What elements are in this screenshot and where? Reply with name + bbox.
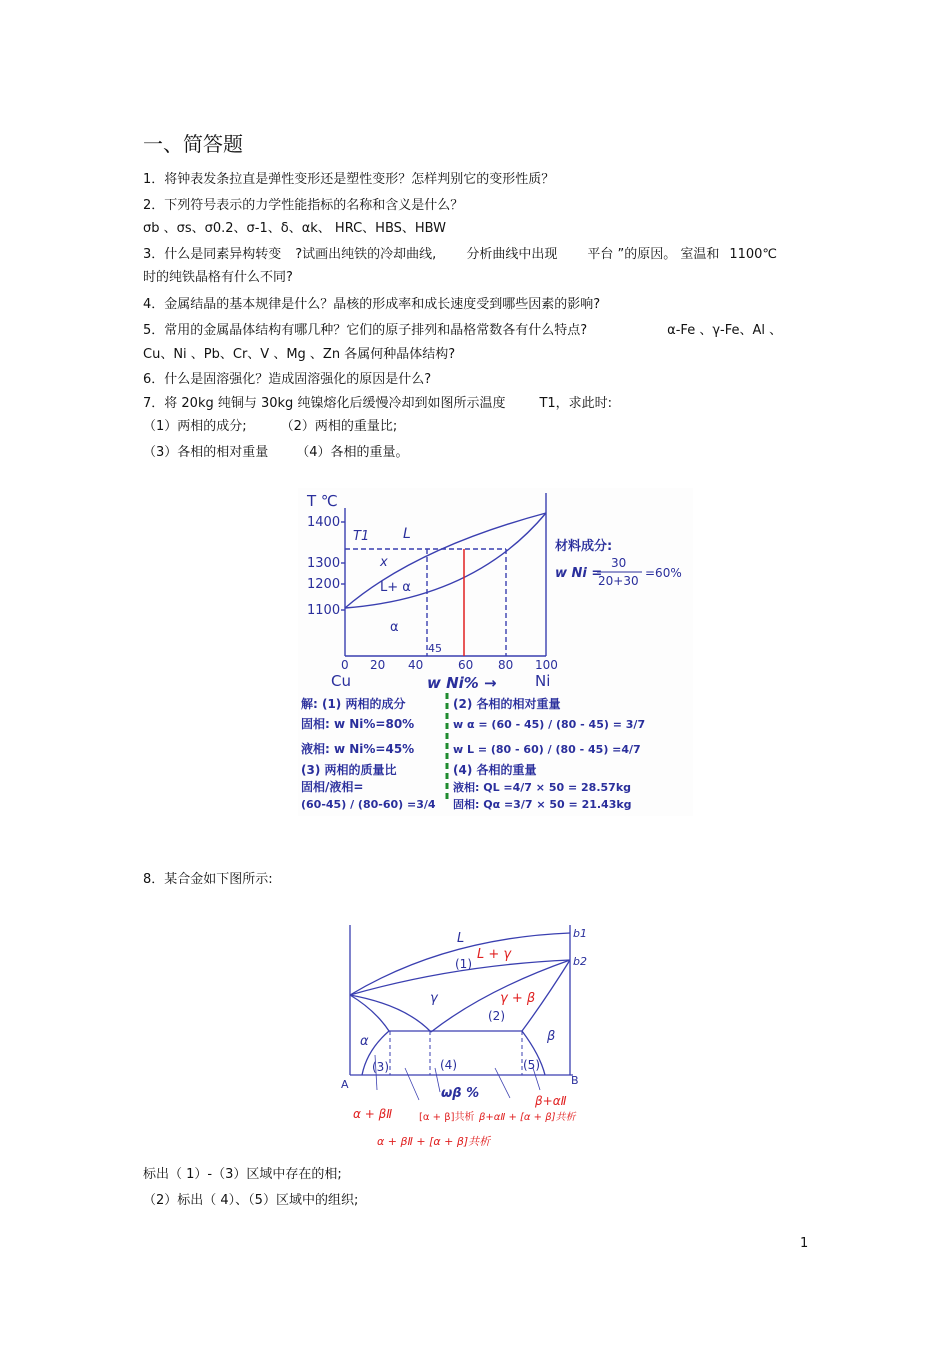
region-1: (1) [455, 957, 472, 971]
x-tick: 40 [408, 658, 424, 672]
question-3-part-c: 分析曲线中出现 [466, 247, 558, 262]
y-axis-label: T ℃ [307, 492, 338, 510]
label-eutectic: [α + β]共析 [419, 1112, 475, 1123]
material-result: =60% [645, 566, 682, 580]
solution-left-line: (3) 两相的质量比 [301, 763, 397, 777]
question-7-sub-1: （1）两相的成分; [143, 419, 247, 434]
x-tick: 20 [370, 658, 386, 672]
label-gamma-beta: γ + β [500, 991, 536, 1006]
material-numerator: 30 [611, 556, 627, 570]
solution-right-line: w α = (60 - 45) / (80 - 45) = 3/7 [453, 718, 646, 731]
label-b2: b2 [573, 955, 587, 968]
y-tick: 1200 [307, 577, 341, 592]
question-2-symbols: σb 、σs、σ0.2、σ-1、δ、αk、 HRC、HBS、HBW [143, 221, 446, 236]
y-tick: 1300 [307, 556, 341, 571]
solution-left-line: (60-45) / (80-60) =3/4 [301, 798, 436, 811]
solution-left-line: 固相/液相= [301, 780, 364, 794]
question-7-part-a: 7．将 20kg 纯铜与 30kg 纯镍熔化后缓慢冷却到如图所示温度 [143, 396, 506, 411]
alpha-solvus-top [350, 995, 389, 1031]
label-b1: b1 [573, 927, 587, 940]
question-2: 2．下列符号表示的力学性能指标的名称和含义是什么？ [143, 198, 464, 213]
region-l: L [403, 526, 411, 542]
question-5 [143, 323, 782, 339]
cu-ni-phase-diagram [295, 488, 695, 818]
material-w: w Ni = [555, 566, 603, 581]
region-x: x [380, 555, 388, 570]
question-1: 1．将钟表发条拉直是弹性变形还是塑性变形？怎样判别它的变形性质？ [143, 172, 555, 187]
y-tick: 1400 [307, 515, 341, 530]
label-l: L [457, 931, 465, 946]
eutectic-phase-diagram [335, 920, 615, 1152]
label-b: B [571, 1074, 579, 1087]
question-8-sub-1: 标出（ 1）-（3）区域中存在的相; [143, 1167, 342, 1182]
axis-label-wb: ωβ % [441, 1086, 480, 1101]
label-l-gamma: L + γ [477, 947, 512, 962]
question-3-line-2: 时的纯铁晶格有什么不同? [143, 270, 293, 285]
x-left-label: Cu [331, 672, 351, 690]
region-beta: β [547, 1029, 556, 1044]
question-8: 8．某合金如下图所示: [143, 872, 273, 887]
question-7-sub-4: （4）各相的重量。 [296, 445, 409, 460]
x-tick: 80 [498, 658, 514, 672]
material-denominator: 20+30 [598, 574, 639, 588]
x-right-label: Ni [535, 672, 551, 690]
label-a: A [341, 1078, 349, 1091]
section-heading: 一、简答题 [143, 132, 243, 156]
question-7-part-b: T1，求此时: [539, 396, 613, 411]
question-7 [143, 396, 612, 412]
question-7-subs-3-4 [143, 445, 409, 461]
label-beta-alpha2: β+αⅡ [535, 1094, 567, 1108]
solution-right-line: (4) 各相的重量 [453, 763, 537, 777]
solution-left-line: 固相: w Ni%=80% [301, 717, 415, 731]
question-3-part-a: 3．什么是同素异构转变 [143, 247, 282, 262]
region-l-alpha: L+ α [380, 580, 411, 595]
x-tick: 60 [458, 658, 474, 672]
page-number: 1 [800, 1236, 809, 1251]
material-title: 材料成分: [555, 539, 613, 554]
region-gamma: γ [430, 991, 438, 1006]
label-alpha-beta2: α + βⅡ [353, 1107, 393, 1121]
region-alpha: α [390, 620, 399, 635]
region-2: (2) [488, 1009, 505, 1023]
solution-right-line: w L = (80 - 60) / (80 - 45) =4/7 [453, 743, 641, 756]
question-7-sub-3: （3）各相的相对重量 [143, 445, 269, 460]
label-beta-alpha2-eutectic: β+αⅡ + [α + β]共析 [479, 1112, 576, 1123]
solution-right-line: 液相: QL =4/7 × 50 = 28.57kg [453, 781, 632, 794]
question-3 [143, 247, 777, 263]
question-3-part-e: 1100℃ [729, 247, 778, 262]
x-axis-label: w Ni% → [427, 674, 497, 692]
question-3-part-d: 平台 ”的原因。 室温和 [587, 247, 720, 262]
question-6: 6．什么是固溶强化？造成固溶强化的原因是什么? [143, 372, 432, 387]
question-7-subs-1-2 [143, 419, 397, 435]
solution-right-line: (2) 各相的相对重量 [453, 697, 561, 711]
question-4: 4．金属结晶的基本规律是什么？晶核的形成率和成长速度受到哪些因素的影响? [143, 297, 601, 312]
region-5: (5) [523, 1058, 540, 1072]
solution-left-line: 液相: w Ni%=45% [301, 742, 415, 756]
solution-left-line: 解: (1) 两相的成分 [301, 697, 406, 711]
question-7-sub-2: （2）两相的重量比; [280, 419, 398, 434]
t1-label: T1 [353, 529, 370, 544]
question-3-part-b: ?试画出纯铁的冷却曲线, [295, 247, 437, 262]
x-tick: 0 [341, 658, 349, 672]
question-5-part-b: α-Fe 、γ-Fe、Al 、 [667, 323, 783, 338]
solution-right-line: 固相: Qα =3/7 × 50 = 21.43kg [453, 798, 632, 811]
question-5-line-2: Cu、Ni 、Pb、Cr、V 、Mg 、Zn 各属何种晶体结构? [143, 347, 456, 362]
region-4: (4) [440, 1058, 457, 1072]
x-tick: 100 [535, 658, 558, 672]
region-alpha: α [360, 1034, 369, 1049]
mark-45: 45 [428, 642, 442, 655]
question-5-part-a: 5．常用的金属晶体结构有哪几种？它们的原子排列和晶格常数各有什么特点? [143, 323, 588, 338]
left-liquidus [350, 995, 431, 1032]
question-8-sub-2: （2）标出（ 4）、（5）区域中的组织; [143, 1193, 359, 1208]
label-alpha-beta2-eutectic: α + βⅡ + [α + β]共析 [377, 1135, 491, 1148]
y-tick: 1100 [307, 603, 341, 618]
region-3: (3) [372, 1060, 389, 1074]
